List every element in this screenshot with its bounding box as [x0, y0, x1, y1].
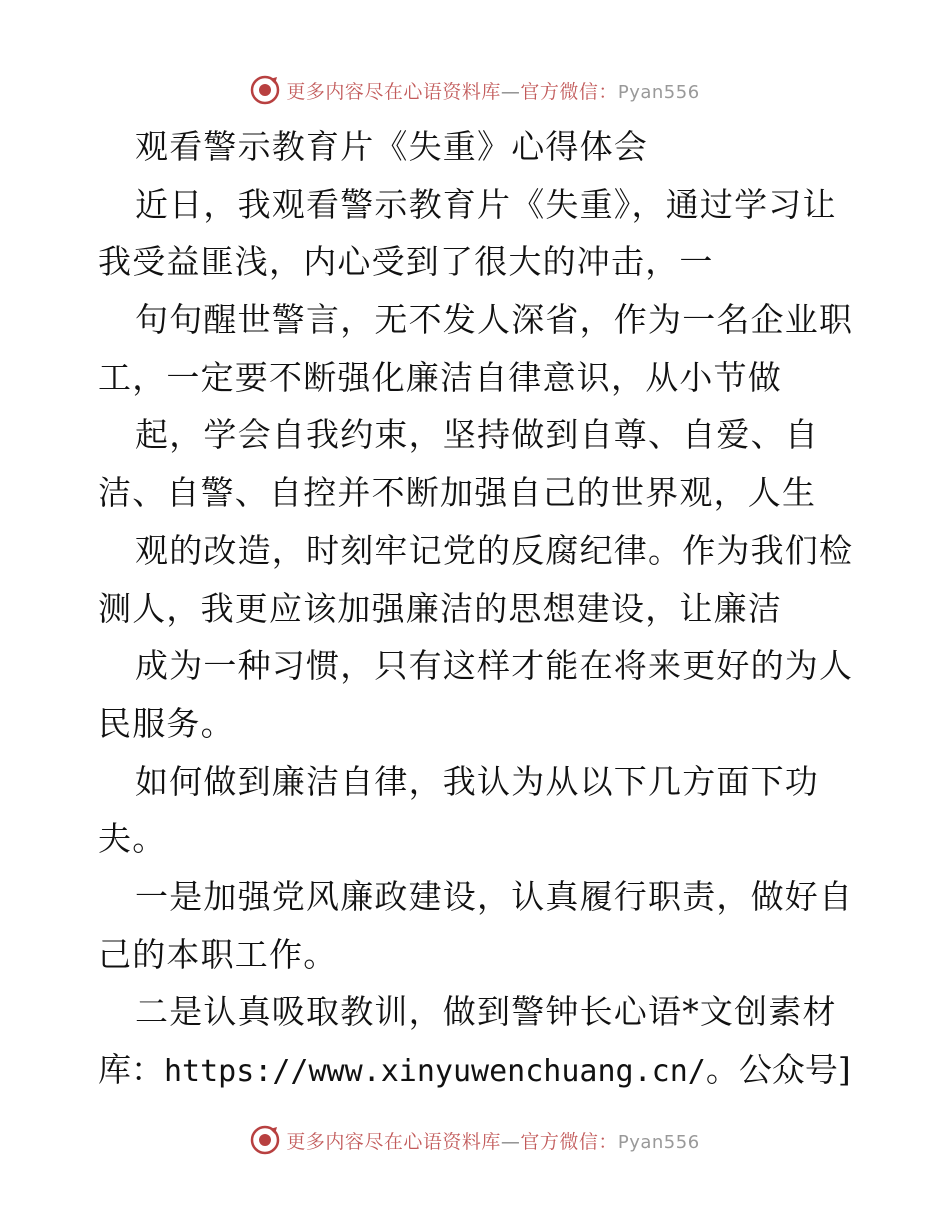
- url-suffix: 。公众号]: [705, 1050, 851, 1089]
- paragraph-line: 洁、自警、自控并不断加强自己的世界观，人生: [98, 473, 817, 513]
- website-url: https://www.xinyuwenchuang.cn/: [164, 1054, 706, 1089]
- paragraph-line: 句句醒世警言，无不发人深省，作为一名企业职: [135, 300, 854, 340]
- paragraph-line: 己的本职工作。: [98, 934, 338, 974]
- paragraph-line: 二是认真吸取教训，做到警钟长心语*文创素材: [135, 992, 837, 1032]
- paragraph-line: 起，学会自我约束，坚持做到自尊、自爱、自: [135, 415, 819, 455]
- pen-logo-icon: [250, 75, 280, 105]
- paragraph-line: 成为一种习惯，只有这样才能在将来更好的为人: [135, 646, 854, 686]
- paragraph-line: 我受益匪浅，内心受到了很大的冲击，一: [98, 242, 714, 282]
- paragraph-line: 观的改造，时刻牢记党的反腐纪律。作为我们检: [135, 530, 854, 570]
- banner-text: 更多内容尽在心语资料库—官方微信：Pyan556: [286, 80, 700, 103]
- paragraph-line: 夫。: [98, 819, 167, 859]
- paragraph-line-url: [98, 1041, 858, 1099]
- header-watermark-banner: [0, 72, 950, 108]
- document-title: 观看警示教育片《失重》心得体会: [135, 127, 648, 166]
- url-prefix: 库：: [98, 1050, 164, 1089]
- document-body: [98, 118, 858, 1099]
- footer-watermark-banner: [0, 1122, 950, 1158]
- paragraph-line: 民服务。: [98, 703, 235, 743]
- banner-text: 更多内容尽在心语资料库—官方微信：Pyan556: [286, 1130, 700, 1153]
- paragraph-line: 测人，我更应该加强廉洁的思想建设，让廉洁: [98, 588, 782, 628]
- paragraph-line: 工，一定要不断强化廉洁自律意识，从小节做: [98, 357, 782, 397]
- paragraph-line: 近日，我观看警示教育片《失重》，通过学习让: [135, 184, 837, 224]
- paragraph-line: 如何做到廉洁自律，我认为从以下几方面下功: [135, 761, 819, 801]
- pen-logo-icon: [250, 1125, 280, 1155]
- paragraph-line: 一是加强党风廉政建设，认真履行职责，做好自: [135, 876, 854, 916]
